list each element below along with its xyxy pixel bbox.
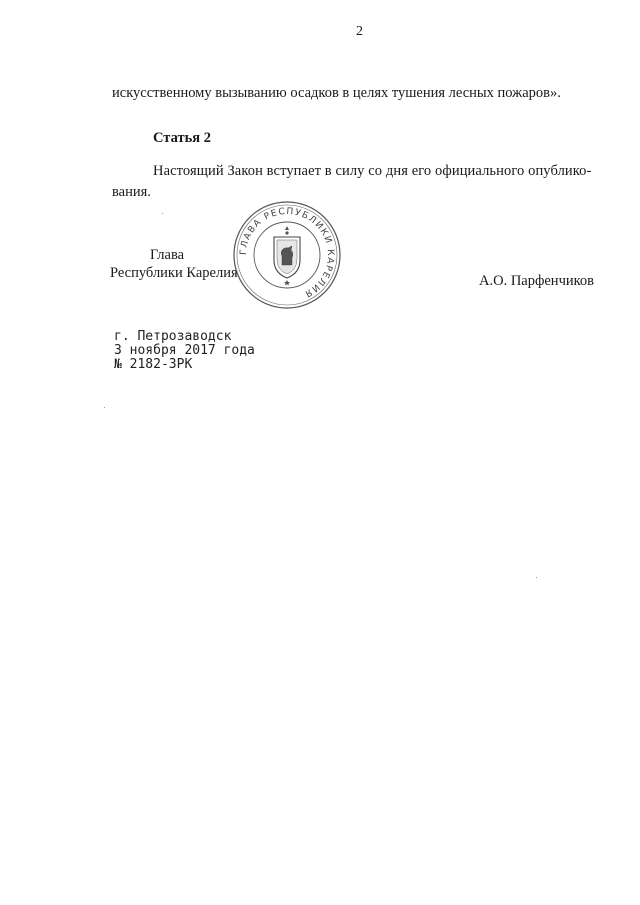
article-heading: Статья 2 xyxy=(153,130,211,146)
scan-speck xyxy=(536,577,537,578)
signatory-title-line-1: Глава xyxy=(150,247,185,263)
law-number: № 2182-ЗРК xyxy=(114,357,193,372)
continuation-text: искусственному вызыванию осадков в целях тушения лесных пожаров». xyxy=(112,85,561,101)
page-number: 2 xyxy=(356,24,363,39)
signing-date: 3 ноября 2017 года xyxy=(114,343,255,358)
article-text-line-2: вания. xyxy=(112,184,151,200)
coat-of-arms-icon xyxy=(274,226,300,286)
scan-speck xyxy=(104,407,105,408)
seal-text: ГЛАВА РЕСПУБЛИКИ КАРЕЛИЯ xyxy=(238,206,336,299)
article-text-line-1: Настоящий Закон вступает в силу со дня его официального опублико- xyxy=(153,163,592,179)
signing-place: г. Петрозаводск xyxy=(114,329,232,344)
signer-name: А.О. Парфенчиков xyxy=(479,273,595,289)
signatory-title-line-2: Республики Карелия xyxy=(110,265,238,281)
scan-speck xyxy=(162,213,163,214)
official-seal xyxy=(232,200,342,310)
